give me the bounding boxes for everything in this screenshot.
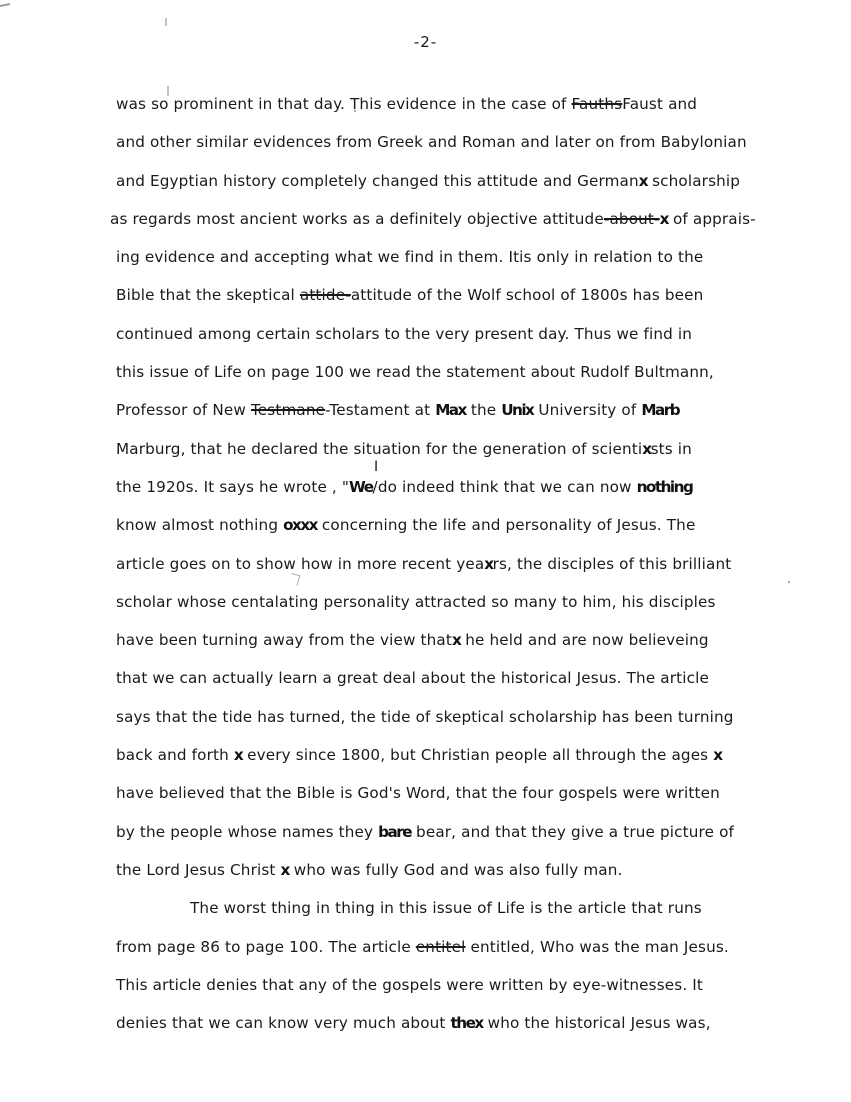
- text-segment: this issue of Life on page 100 we read the statement about Rudolf Bultmann,: [116, 363, 714, 382]
- text-segment: the: [465, 401, 502, 420]
- text-segment: sts in: [650, 439, 692, 458]
- text-line: [116, 974, 816, 1012]
- text-segment: who was fully God and was also fully man.: [288, 860, 623, 879]
- struck-out-text: -about-: [603, 209, 660, 228]
- text-line: [116, 629, 816, 667]
- interline-insertion: I: [374, 458, 379, 475]
- text-line: [116, 170, 816, 208]
- corner-mark: [0, 3, 10, 7]
- text-segment: continued among certain scholars to the very present day. Thus we find in: [116, 324, 693, 343]
- typed-over-text: x: [484, 554, 493, 573]
- body-text: [110, 93, 816, 1050]
- text-line: [116, 1012, 816, 1050]
- text-segment: bear, and that they give a true picture of: [411, 822, 735, 841]
- text-segment: University of: [533, 401, 642, 420]
- typed-over-text: x: [659, 209, 668, 228]
- text-line: [116, 744, 816, 782]
- text-segment: Faust and: [622, 95, 698, 113]
- text-segment: article goes on to show how in more recent yea: [116, 554, 485, 573]
- typed-over-text: Unix: [501, 401, 534, 420]
- text-segment: ing evidence and accepting what we find in them. Itis only in relation to the: [116, 248, 704, 267]
- text-segment: says that the tide has turned, the tide of skeptical scholarship has been turning: [116, 707, 734, 726]
- typed-over-text: x: [713, 746, 722, 765]
- typed-over-text: x: [638, 171, 648, 190]
- text-line: [116, 323, 816, 361]
- text-line: [116, 553, 816, 591]
- typed-over-text: x: [280, 860, 289, 879]
- text-segment: from page 86 to page 100. The article: [116, 937, 416, 956]
- text-segment: scholar whose centalating personality attracted so many to him, his disciples: [116, 592, 716, 611]
- text-segment: was so prominent in that day. This evidence in the case of: [116, 95, 572, 113]
- text-segment: know almost nothing: [116, 516, 284, 535]
- typed-over-text: thex: [450, 1014, 483, 1033]
- text-segment: -Testament at: [325, 401, 436, 420]
- typed-over-text: x: [642, 439, 651, 458]
- page-number: -2-: [413, 33, 438, 51]
- text-segment: denies that we can know very much about: [116, 1014, 451, 1033]
- text-segment: attitude of the Wolf school of 1800s has been: [350, 286, 704, 305]
- text-segment: Professor of New: [116, 401, 251, 420]
- typed-over-text: Marb: [641, 401, 680, 420]
- text-segment: every since 1800, but Christian people all through the ages: [242, 746, 714, 765]
- text-segment: the Lord Jesus Christ: [116, 860, 281, 879]
- typed-over-text: x: [451, 631, 461, 650]
- text-line: [116, 897, 816, 935]
- text-segment: that we can actually learn a great deal about the historical Jesus. The article: [116, 669, 709, 688]
- text-line: [116, 667, 816, 705]
- text-segment: concerning the life and personality of Jesus. The: [316, 516, 696, 535]
- struck-out-text: Testmane: [250, 401, 326, 420]
- text-segment: he held and are now believeing: [460, 631, 709, 650]
- text-segment: The worst thing in thing in this issue of Life is the article that runs: [190, 899, 702, 918]
- text-line: [116, 438, 816, 476]
- text-line: [116, 859, 816, 897]
- text-segment: of apprais-: [667, 209, 756, 228]
- struck-out-text: Fauths: [571, 95, 623, 113]
- typed-over-text: x: [233, 746, 243, 765]
- text-line: [116, 514, 816, 552]
- text-line: [116, 361, 816, 399]
- text-segment: and Egyptian history completely changed this attitude and German: [116, 171, 639, 190]
- text-line: [116, 591, 816, 629]
- typed-over-text: nothing: [636, 477, 693, 496]
- text-segment: and other similar evidences from Greek and Roman and later on from Babylonian: [116, 133, 747, 152]
- text-line: [116, 458, 816, 514]
- text-segment: have been turning away from the view that: [116, 631, 452, 650]
- text-segment: the 1920s. It says he wrote , ": [116, 477, 350, 496]
- typed-over-text: bare: [378, 822, 412, 841]
- text-line: [116, 284, 816, 322]
- text-line: [116, 93, 816, 131]
- struck-out-text: attide-: [299, 286, 351, 305]
- text-line: [110, 208, 816, 246]
- text-line: [116, 399, 816, 437]
- text-line: [116, 936, 816, 974]
- text-segment: Bible that the skeptical: [116, 286, 300, 305]
- text-segment: by the people whose names they: [116, 822, 379, 841]
- text-segment: have believed that the Bible is God's Word, that the four gospels were written: [116, 784, 720, 803]
- typed-over-text: We: [349, 477, 373, 496]
- typed-over-text: Max: [435, 401, 466, 420]
- text-line: [116, 706, 816, 744]
- margin-speck: [165, 18, 167, 26]
- text-segment: rs, the disciples of this brilliant: [492, 554, 732, 573]
- text-segment: who the historical Jesus was,: [482, 1014, 711, 1033]
- text-segment: as regards most ancient works as a definitely objective attitude: [110, 209, 604, 228]
- text-segment: back and forth: [116, 746, 234, 765]
- text-line: [116, 131, 816, 169]
- struck-out-text: entitel: [415, 937, 466, 956]
- text-segment: This article denies that any of the gospels were written by eye-witnesses. It: [116, 975, 704, 994]
- text-segment: Marburg, that he declared the situation for the generation of scienti: [116, 439, 643, 458]
- text-segment: /do indeed think that we can now: [372, 477, 637, 496]
- text-line: [116, 782, 816, 820]
- typed-over-text: oxxx: [283, 516, 317, 535]
- text-segment: scholarship: [647, 171, 741, 190]
- text-segment: entitled, Who was the man Jesus.: [465, 937, 729, 956]
- text-line: [116, 821, 816, 859]
- text-line: [116, 246, 816, 284]
